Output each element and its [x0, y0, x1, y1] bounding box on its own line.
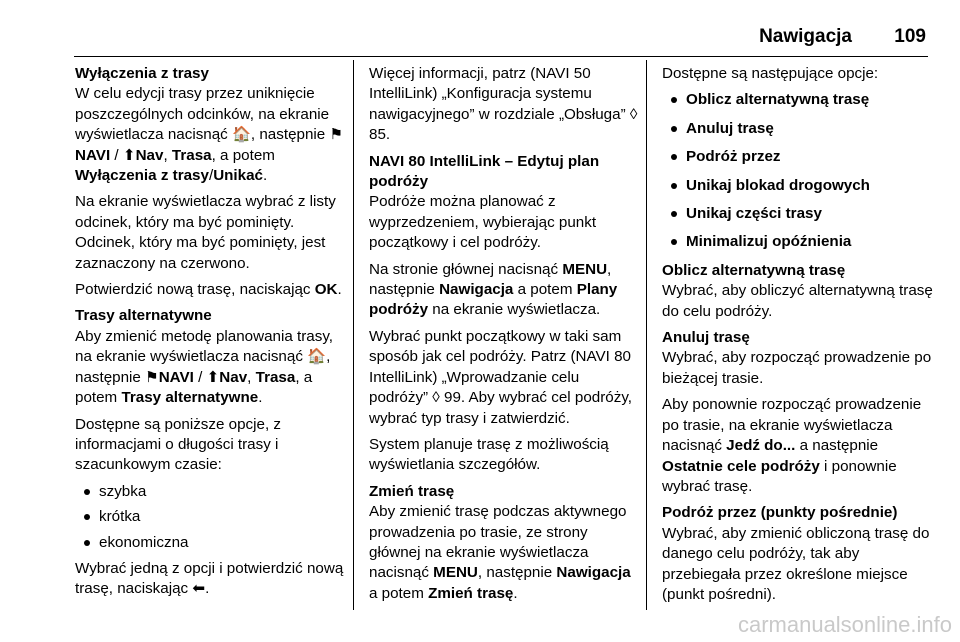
text: .	[258, 389, 263, 407]
text: a potem	[513, 281, 577, 299]
bold-term: Trasa	[255, 368, 296, 386]
text: Wybrać jedną z opcji i potwierdzić nową trasę, naciskając	[75, 559, 344, 598]
list-item: Anuluj trasę	[662, 119, 934, 139]
paragraph	[75, 327, 347, 409]
paragraph: Na ekranie wyświetlacza wybrać z listy odcinek, który ma być pominięty. Odcinek, który ma być pominięty, jest zaznaczony na czerwono.	[75, 193, 336, 272]
paragraph	[369, 260, 641, 321]
nav-arrow-icon: ⬆	[122, 146, 136, 164]
header-divider	[74, 56, 928, 57]
text: W celu edycji trasy przez uniknięcie poszczególnych odcinków, na ekranie wyświetlacza nacisnąć	[75, 85, 330, 144]
text: .	[205, 580, 210, 598]
column-1	[75, 64, 347, 606]
column-divider-2	[646, 60, 647, 610]
home-icon: 🏠	[307, 348, 327, 366]
text: .	[263, 167, 268, 185]
text: .	[337, 281, 342, 299]
paragraph	[75, 84, 347, 186]
bold-term: Nav	[219, 368, 248, 386]
paragraph: Więcej informacji, patrz (NAVI 50 IntelliLink) „Konfiguracja systemu nawigacyjnego” w rozdziale „Obsługa” ◊ 85.	[369, 65, 638, 144]
watermark: carmanualsonline.info	[737, 612, 952, 637]
list-item: Minimalizuj opóźnienia	[662, 232, 934, 252]
flag-icon: ⚑	[145, 368, 159, 386]
bold-term: Wyłączenia z trasy	[75, 167, 209, 185]
bold-term: Plany podróży	[369, 281, 618, 319]
column-2	[369, 64, 641, 610]
section-title: Podróż przez (punkty pośrednie)	[662, 504, 898, 522]
back-arrow-icon: ⬅	[192, 580, 206, 598]
text: na ekranie wyświetlacza.	[428, 301, 601, 319]
section-title: NAVI 80 IntelliLink – Edytuj plan podróży	[369, 152, 600, 191]
bold-term: Zmień trasę	[428, 584, 514, 602]
bold-term: MENU	[562, 260, 608, 278]
paragraph	[75, 559, 347, 600]
text: ,	[163, 146, 172, 164]
section-title: Trasy alternatywne	[75, 307, 212, 325]
bold-term: Jedź do...	[726, 437, 796, 455]
list-item: krótka	[75, 507, 347, 527]
text: a potem	[369, 584, 429, 602]
section-title: Oblicz alternatywną trasę	[662, 261, 846, 279]
list-item: Podróż przez	[662, 147, 934, 167]
text: .	[513, 584, 518, 602]
text: Aby zmienić metodę planowania trasy, na ekranie wyświetlacza nacisnąć	[75, 327, 334, 366]
paragraph	[662, 395, 934, 497]
chapter-title: Nawigacja	[759, 26, 852, 47]
text: /	[110, 146, 123, 164]
route-options-list	[75, 482, 347, 553]
paragraph: Dostępne są poniższe opcje, z informacjami o długości trasy i szacunkowym czasie:	[75, 415, 281, 474]
text: Na stronie głównej nacisnąć	[369, 260, 563, 278]
text: i ponownie wybrać trasę.	[662, 457, 897, 495]
list-item: Oblicz alternatywną trasę	[662, 90, 934, 110]
bold-term: Nawigacja	[556, 564, 631, 582]
paragraph: Wybrać punkt początkowy w taki sam sposób jak cel podróży. Patrz (NAVI 80 IntelliLink) „Wprowadzanie celu podróży” ◊ 99. Aby wybrać cel podróży, wybrać typ trasy i zatwierdzić.	[369, 327, 632, 427]
paragraph: Podróże można planować z wyprzedzeniem, wybierając punkt początkowy i cel podróży.	[369, 193, 597, 252]
home-icon: 🏠	[232, 126, 251, 144]
text: Potwierdzić nową trasę, naciskając	[75, 281, 315, 299]
page-header	[0, 0, 960, 58]
bold-term: OK	[314, 281, 338, 299]
text: Aby ponownie rozpocząć prowadzenie po trasie, na ekranie wyświetlacza nacisnąć	[662, 396, 922, 455]
change-route-options-list	[662, 90, 934, 252]
text: ,	[247, 368, 256, 386]
bold-term: Trasa	[171, 146, 212, 164]
page-number: 109	[894, 26, 926, 47]
bold-term: MENU	[433, 564, 478, 582]
paragraph	[369, 502, 641, 604]
bold-term: Ostatnie cele podróży	[662, 457, 820, 475]
text: /	[208, 167, 214, 185]
list-item: ekonomiczna	[75, 533, 347, 553]
bold-term: NAVI	[158, 368, 194, 386]
flag-icon: ⚑	[329, 126, 344, 144]
paragraph: Wybrać, aby zmienić obliczoną trasę do danego celu podróży, tak aby przebiegała przez określone miejsce (punkt pośredni).	[662, 524, 930, 603]
text: , a potem	[211, 146, 275, 164]
text: Aby zmienić trasę podczas aktywnego prowadzenia po trasie, ze strony głównej na ekranie wyświetlacza nacisnąć	[369, 503, 627, 582]
column-divider-1	[353, 60, 354, 610]
list-item: Unikaj blokad drogowych	[662, 176, 934, 196]
list-item: Unikaj części trasy	[662, 204, 934, 224]
list-item: szybka	[75, 482, 347, 502]
text: , następnie	[250, 126, 330, 144]
paragraph: Dostępne są następujące opcje:	[662, 65, 879, 82]
paragraph: Wybrać, aby obliczyć alternatywną trasę do celu podróży.	[662, 282, 933, 320]
text: , następnie	[369, 260, 612, 299]
bold-term: Trasy alternatywne	[121, 389, 259, 407]
section-title: Anuluj trasę	[662, 329, 750, 347]
paragraph	[75, 280, 347, 300]
bold-term: Nawigacja	[439, 281, 514, 299]
section-title: Wyłączenia z trasy	[75, 65, 209, 82]
text: , następnie	[75, 348, 331, 386]
text: a następnie	[795, 437, 879, 455]
text: /	[193, 368, 207, 386]
paragraph: System planuje trasę z możliwością wyświetlania szczegółów.	[369, 435, 609, 474]
text: , a potem	[75, 368, 313, 407]
bold-term: Unikać	[213, 167, 263, 185]
paragraph: Wybrać, aby rozpocząć prowadzenie po bieżącej trasie.	[662, 349, 932, 387]
column-3	[662, 64, 934, 611]
text: , następnie	[477, 564, 557, 582]
bold-term: NAVI	[75, 146, 111, 164]
bold-term: Nav	[135, 146, 164, 164]
section-title: Zmień trasę	[369, 482, 455, 500]
nav-arrow-icon: ⬆	[206, 368, 220, 386]
